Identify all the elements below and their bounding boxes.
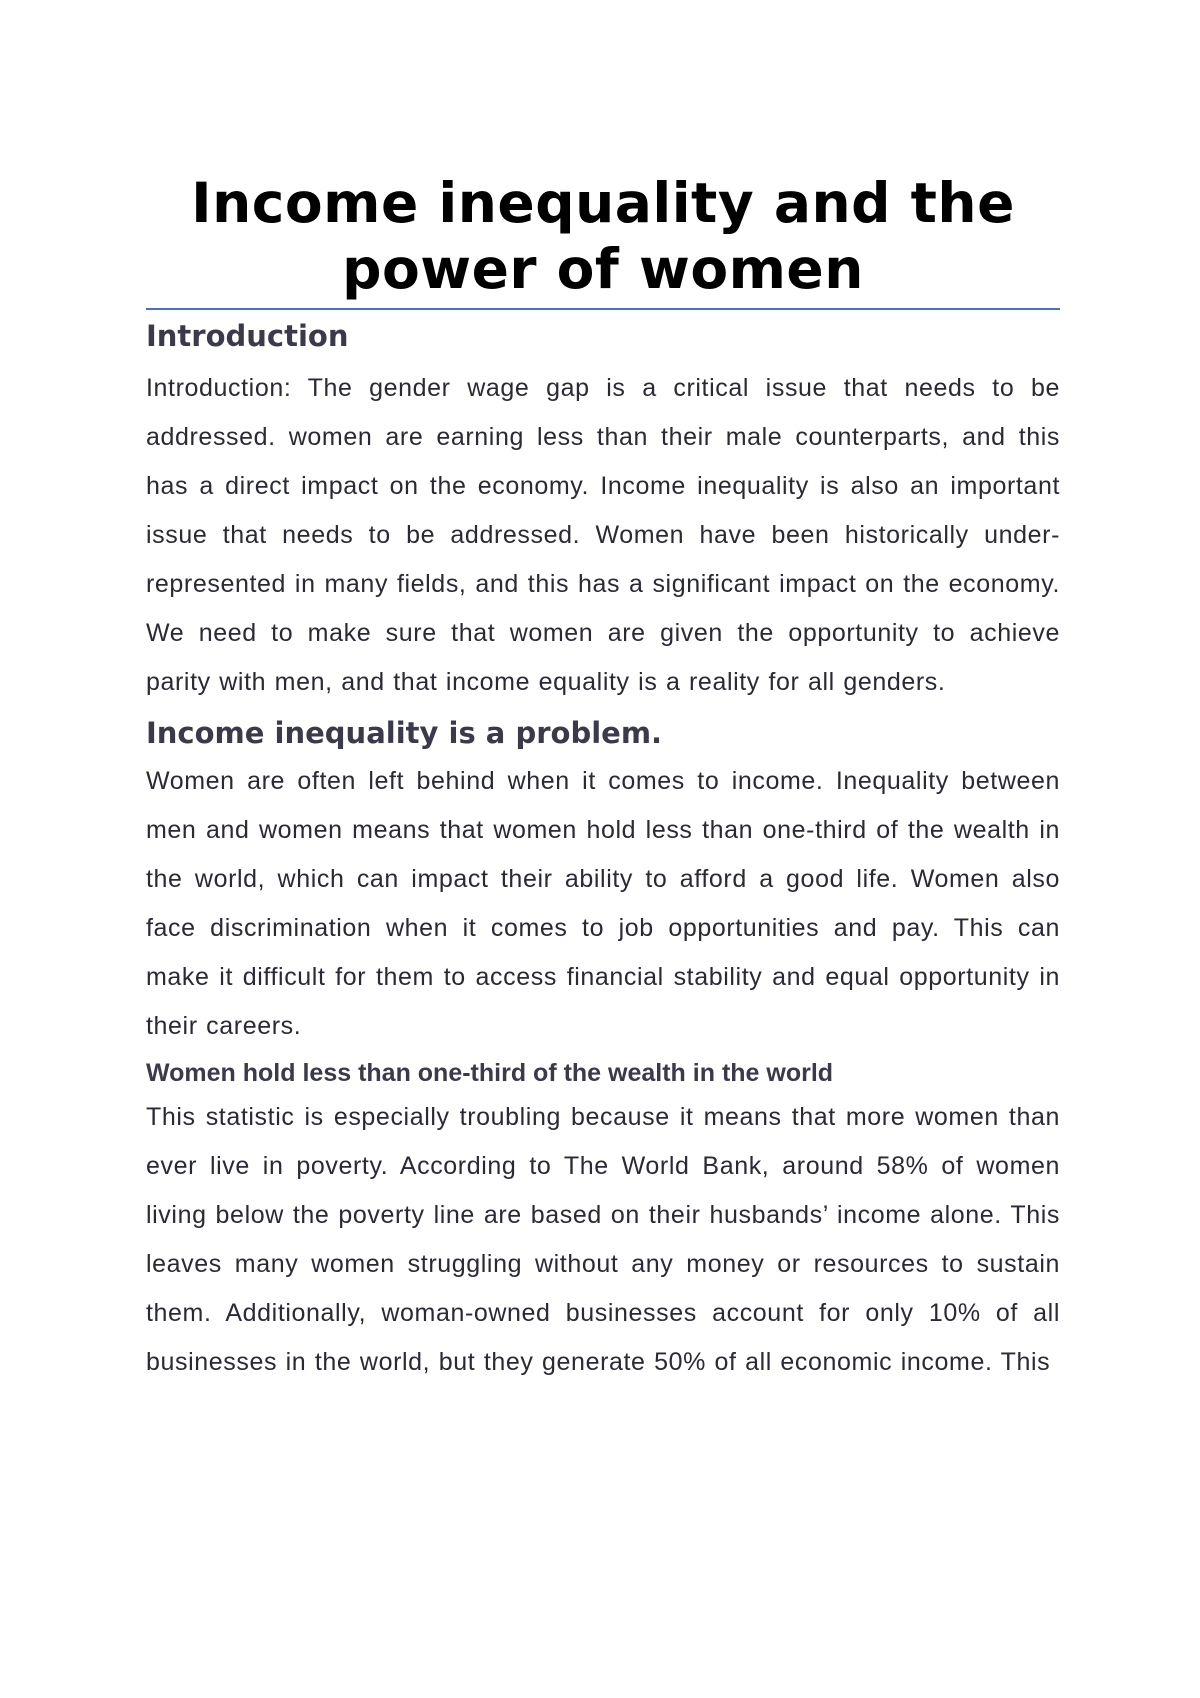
section-body-wealth: This statistic is especially troubling because it means that more women than ever live in poverty. According to The World Bank, around 58% of women living below the poverty line are based on their husbands’ income alone. This leaves many women struggling without any money or resources to sustain them. Additionally, woman-owned businesses account for only 10% of all businesses in the world, but they generate 50% of all economic income. This xyxy=(146,1103,1060,1376)
section-heading-income-inequality: Income inequality is a problem. xyxy=(146,716,663,750)
section-heading-introduction: Introduction xyxy=(146,319,349,353)
section-heading-wealth: Women hold less than one-third of the wealth in the world xyxy=(146,1059,834,1087)
title-underline-rule xyxy=(146,308,1060,310)
section-body-introduction: Introduction: The gender wage gap is a critical issue that needs to be addressed. women are earning less than their male counterparts, and this has a direct impact on the economy. Income inequality is also an important issue that needs to be addressed. Women have been historically under-represented in many fields, and this has a significant impact on the economy. We need to make sure that women are given the opportunity to achieve parity with men, and that income equality is a reality for all genders. xyxy=(146,374,1060,696)
document-page xyxy=(146,170,1060,1387)
document-title: Income inequality and the power of women xyxy=(191,171,1015,301)
section-body-income-inequality: Women are often left behind when it comes to income. Inequality between men and women means that women hold less than one-third of the wealth in the world, which can impact their ability to afford a good life. Women also face discrimination when it comes to job opportunities and pay. This can make it difficult for them to access financial stability and equal opportunity in their careers. xyxy=(146,767,1060,1040)
